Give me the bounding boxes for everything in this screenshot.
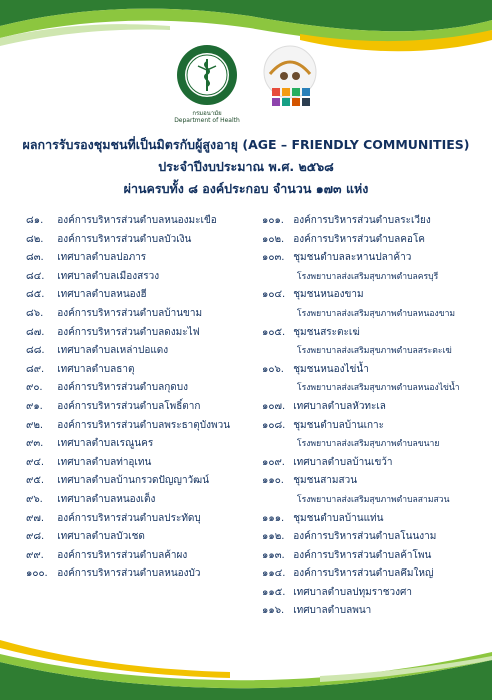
item-number: ๙๐. [26,382,43,394]
list-item [26,454,256,473]
item-name: ชุมชนตำบลละหานปลาค้าว [293,252,412,264]
item-subtitle: โรงพยาบาลส่งเสริมสุขภาพตำบลขนาย [297,439,440,450]
list-item [262,249,488,268]
item-name: ชุมชนตำบลบ้านเกาะ [293,419,385,431]
item-name: องค์การบริหารส่วนตำบลประทัดบุ [57,512,201,524]
item-number: ๘๑. [26,215,44,226]
item-name: ชุมชนตำบลบ้านแท่น [293,512,384,524]
item-number: ๑๑๒. [262,531,285,543]
item-number: ๑๐๙. [262,456,285,468]
item-name: เทศบาลตำบลหนองเต็ง [57,493,156,505]
item-name: องค์การบริหารส่วนตำบลหนองมะเขือ [57,215,217,226]
item-name: องค์การบริหารส่วนตำบลค้าผง [57,549,188,561]
department-caption-english: Department of Health [174,117,240,124]
list-item [262,361,488,380]
item-name: องค์การบริหารส่วนตำบลโนนงาม [293,531,437,543]
list-item [26,491,256,510]
item-name: องค์การบริหารส่วนตำบลหนองบัว [57,568,201,580]
item-number: ๑๐๘. [262,419,286,431]
list-item [26,231,256,250]
item-name: เทศบาลตำบลหัวทะเล [293,400,386,412]
list-item [26,268,256,287]
item-subtitle: โรงพยาบาลส่งเสริมสุขภาพตำบลหนองไข่น้ำ [297,383,460,394]
item-name: เทศบาลตำบลบ้านเขว้า [293,456,393,468]
item-number: ๙๒. [26,419,44,431]
document-title [0,134,492,200]
list-item [26,472,256,491]
list-item [26,342,256,361]
list-item [26,528,256,547]
list-item [262,212,488,231]
item-number: ๑๑๑. [262,512,285,524]
item-number: ๑๑๓. [262,549,285,561]
title-line-3: ผ่านครบทั้ง ๘ องค์ประกอบ จำนวน ๑๗๓ แห่ง [123,181,369,196]
item-number: ๙๙. [26,549,44,561]
list-item [262,565,488,584]
item-name: เทศบาลตำบลบัวเชด [57,531,145,543]
item-name: องค์การบริหารส่วนตำบลบัวเงิน [57,233,192,245]
item-subtitle: โรงพยาบาลส่งเสริมสุขภาพตำบลครบุรี [297,271,439,282]
title-line-2: ประจำปีงบประมาณ พ.ศ. ๒๕๖๘ [158,159,334,174]
item-name: เทศบาลตำบลเรณูนคร [57,438,154,450]
item-number: ๑๐๒. [262,233,285,245]
item-number: ๙๑. [26,400,43,412]
item-number: ๑๑๕. [262,586,286,598]
right-list [262,212,488,621]
item-number: ๙๖. [26,493,43,505]
item-number: ๙๘. [26,531,45,543]
item-name: เทศบาลตำบลปอภาร [57,252,147,264]
list-item [26,379,256,398]
item-name: องค์การบริหารส่วนตำบลพระธาตุบังพวน [57,419,231,431]
item-name: เทศบาลตำบลธาตุ [57,363,135,375]
item-name: องค์การบริหารส่วนตำบลระเวียง [293,215,431,226]
item-name: เทศบาลตำบลเหล่าปอแดง [57,345,169,357]
list-item [26,324,256,343]
logo-area [0,44,492,124]
item-number: ๑๑๖. [262,605,285,617]
item-number: ๑๐๑. [262,215,284,226]
list-item [26,398,256,417]
item-number: ๑๐๖. [262,363,284,375]
list-item [26,417,256,436]
item-name: เทศบาลตำบลเมืองสรวง [57,270,160,282]
item-number: ๙๔. [26,456,45,468]
list-item [262,528,488,547]
title-line-1: ผลการรับรองชุมชนที่เป็นมิตรกับผู้สูงอายุ (AGE – FRIENDLY COMMUNITIES) [22,137,470,152]
list-item [26,435,256,454]
age-friendly-community-logo-icon [256,44,324,110]
list-item [262,398,488,417]
item-name: องค์การบริหารส่วนตำบลดงมะไฟ [57,326,200,338]
list-item [26,212,256,231]
list-item [262,286,488,305]
item-name: องค์การบริหารส่วนตำบลบ้านขาม [57,307,203,319]
item-number: ๘๔. [26,270,45,282]
item-number: ๑๐๗. [262,400,286,412]
item-name: เทศบาลตำบลหนองฮี [57,289,147,301]
list-item [26,361,256,380]
item-number: ๘๕. [26,289,45,301]
item-number: ๑๐๕. [262,326,286,338]
item-number: ๑๐๔. [262,289,286,301]
left-list [26,212,256,584]
item-subtitle: โรงพยาบาลส่งเสริมสุขภาพตำบลสระตะเฆ่ [297,346,452,357]
list-item [262,584,488,603]
item-number: ๘๒. [26,233,44,245]
item-name: ชุมชนหนองไข่น้ำ [293,363,369,375]
item-name: ชุมชนหนองขาม [293,289,364,301]
ministry-of-public-health-emblem-icon [176,44,238,106]
item-name: ชุมชนสามสวน [293,475,358,487]
item-number: ๘๘. [26,345,45,357]
item-number: ๑๑๐. [262,475,284,487]
item-subtitle: โรงพยาบาลส่งเสริมสุขภาพตำบลหนองขาม [297,308,456,319]
list-item [26,565,256,584]
item-name: องค์การบริหารส่วนตำบลค้าโพน [293,549,432,561]
list-item [26,305,256,324]
item-number: ๙๕. [26,475,45,487]
department-caption [160,110,254,124]
list-item [26,547,256,566]
list-item [26,510,256,529]
item-number: ๙๓. [26,438,44,450]
item-number: ๑๐๐. [26,568,48,580]
item-name: ชุมชนสระตะเฆ่ [293,326,360,338]
department-caption-thai: กรมอนามัย [192,110,222,117]
list-item [262,547,488,566]
item-name: องค์การบริหารส่วนตำบลโพธิ์ตาก [57,400,201,412]
item-number: ๘๙. [26,363,45,375]
list-item [262,324,488,343]
item-number: ๙๗. [26,512,45,524]
list-item [262,602,488,621]
item-name: องค์การบริหารส่วนตำบลคอโค [293,233,425,245]
list-item [26,249,256,268]
item-number: ๘๗. [26,326,45,338]
list-item [262,231,488,250]
item-name: องค์การบริหารส่วนตำบลคึมใหญ่ [293,568,434,580]
item-number: ๘๖. [26,307,44,319]
item-name: เทศบาลตำบลพนา [293,605,372,617]
list-item [26,286,256,305]
list-item [262,510,488,529]
item-name: เทศบาลตำบลปทุมราชวงศา [293,586,412,598]
list-item [262,454,488,473]
list-item [262,417,488,436]
list-item [262,472,488,491]
item-number: ๑๐๓. [262,252,285,264]
item-name: เทศบาลตำบลบ้านกรวดปัญญาวัฒน์ [57,475,210,487]
item-name: เทศบาลตำบลท่าอุเทน [57,456,152,468]
item-number: ๘๓. [26,252,44,264]
item-subtitle: โรงพยาบาลส่งเสริมสุขภาพตำบลสามสวน [297,494,450,505]
item-number: ๑๑๔. [262,568,286,580]
item-name: องค์การบริหารส่วนตำบลกุดบง [57,382,189,394]
